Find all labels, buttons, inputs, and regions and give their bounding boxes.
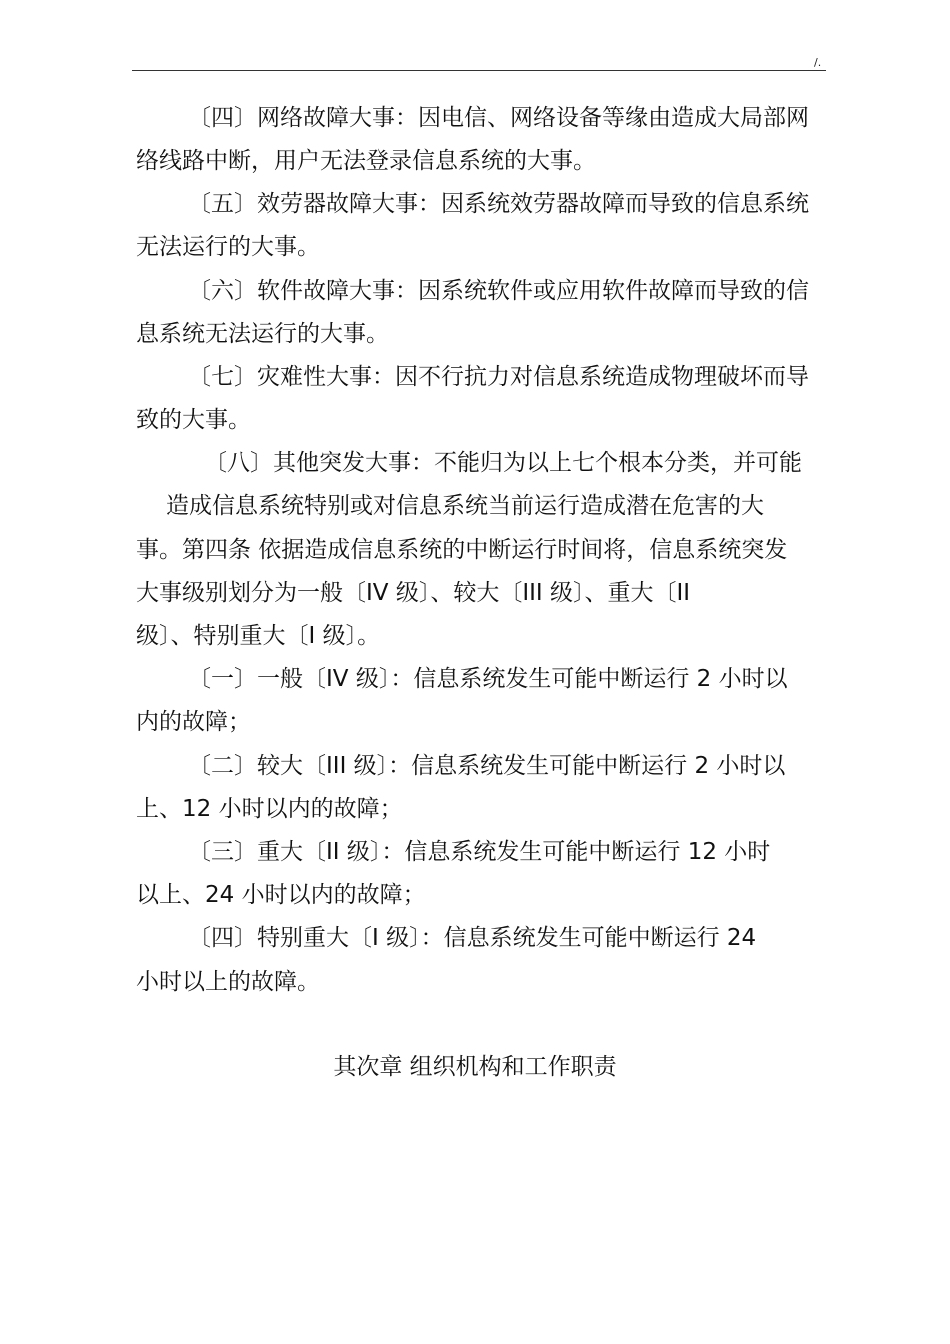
paragraph-line: 内的故障；	[136, 709, 251, 735]
paragraph-line: 〔七〕灾难性大事：因不行抗力对信息系统造成物理破坏而导	[188, 364, 809, 390]
paragraph-line: 无法运行的大事。	[136, 234, 320, 260]
paragraph-line: 致的大事。	[136, 407, 251, 433]
paragraph-line: 〔一〕一般〔IV 级〕：信息系统发生可能中断运行 2 小时以	[188, 666, 788, 692]
paragraph-line: 〔三〕重大〔II 级〕：信息系统发生可能中断运行 12 小时	[188, 839, 771, 865]
paragraph-line: 造成信息系统特别或对信息系统当前运行造成潜在危害的大	[166, 493, 764, 519]
paragraph-line: 〔四〕特别重大〔I 级〕：信息系统发生可能中断运行 24	[188, 925, 757, 951]
paragraph-line: 息系统无法运行的大事。	[136, 321, 389, 347]
paragraph-line: 络线路中断，用户无法登录信息系统的大事。	[136, 148, 596, 174]
paragraph-line: 〔二〕较大〔III 级〕：信息系统发生可能中断运行 2 小时以	[188, 753, 786, 779]
paragraph-line: 大事级别划分为一般〔IV 级〕、较大〔III 级〕、重大〔II	[136, 580, 691, 606]
paragraph-line: 以上、24 小时以内的故障；	[136, 882, 426, 908]
paragraph-line: 事。第四条 依据造成信息系统的中断运行时间将，信息系统突发	[136, 537, 788, 563]
header-rule	[132, 70, 826, 71]
paragraph-line: 〔五〕效劳器故障大事：因系统效劳器故障而导致的信息系统	[188, 191, 809, 217]
paragraph-line: 〔四〕网络故障大事：因电信、网络设备等缘由造成大局部网	[188, 105, 809, 131]
paragraph-line: 上、12 小时以内的故障；	[136, 796, 403, 822]
paragraph-line: 〔六〕软件故障大事：因系统软件或应用软件故障而导致的信	[188, 278, 809, 304]
paragraph-line: 〔八〕其他突发大事：不能归为以上七个根本分类，并可能	[204, 450, 802, 476]
paragraph-line: 级〕、特别重大〔I 级〕。	[136, 623, 381, 649]
paragraph-line: 小时以上的故障。	[136, 969, 320, 995]
header-mark: /.	[814, 56, 822, 69]
chapter-title: 其次章 组织机构和工作职责	[333, 1054, 617, 1080]
